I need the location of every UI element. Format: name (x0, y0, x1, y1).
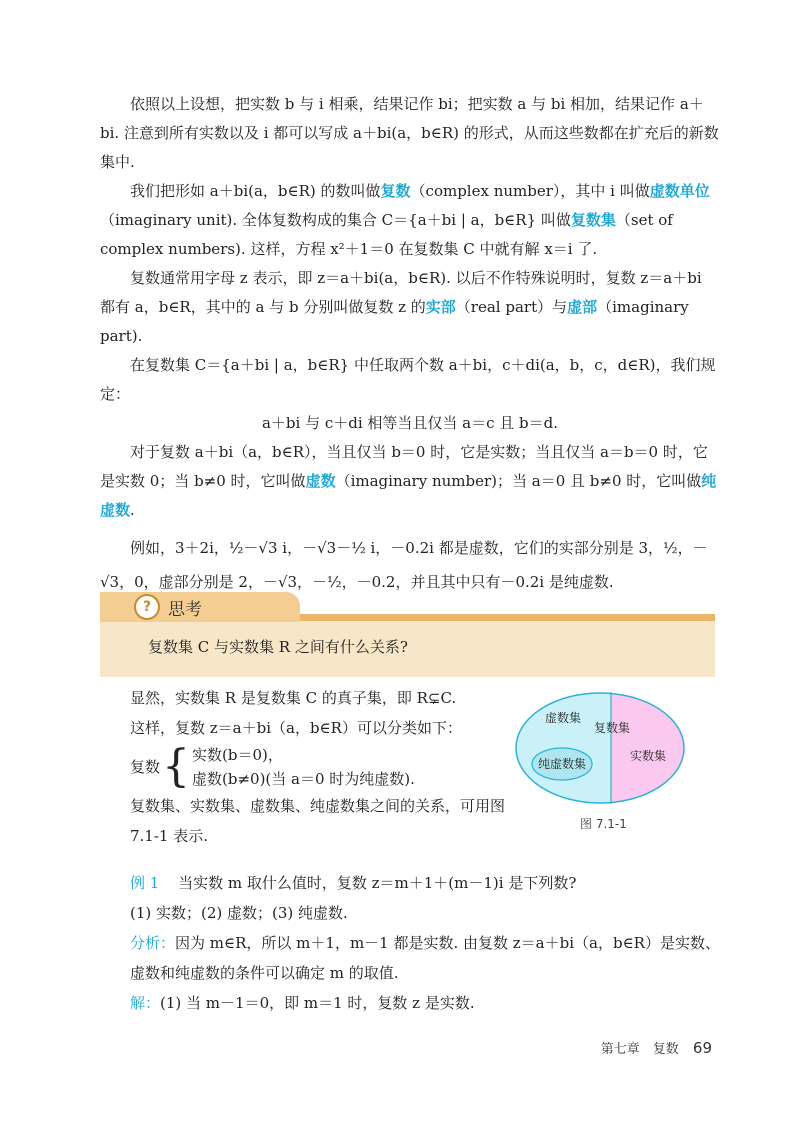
think-title: 思考 (168, 599, 202, 620)
paragraph-3: 复数通常用字母 z 表示，即 z＝a＋bi(a，b∈R). 以后不作特殊说明时，复数 z＝a＋bi 都有 a，b∈R，其中的 a 与 b 分别叫做复数 z 的实部（real part）与虚部（imaginary part). (100, 269, 702, 345)
equality-rule: a＋bi 与 c＋di 相等当且仅当 a＝c 且 b＝d. (261, 414, 559, 432)
main-text (100, 90, 720, 599)
classification-label: 复数 (130, 758, 161, 776)
paragraph-7: 例如，3＋2i，½－√3 i，－√3－½ i，－0.2i 都是虚数，它们的实部分别是 3，½，－√3，0，虚部分别是 2，－√3，－½，－0.2，并且其中只有－0.2i 是纯虚数. (100, 539, 708, 591)
brace-symbol: { (162, 741, 191, 792)
subset-statement: 显然，实数集 R 是复数集 C 的真子集，即 R⊊C. (130, 689, 457, 707)
relation-text: 复数集、实数集、虚数集、纯虚数集之间的关系，可用图 7.1-1 表示. (130, 797, 506, 845)
term-imaginary-part: 虚部 (567, 298, 598, 316)
term-imaginary-number: 虚数 (305, 472, 336, 490)
venn-diagram (510, 688, 690, 808)
example-tag: 例 1 (130, 874, 160, 892)
solution-tag: 解： (130, 994, 161, 1012)
label-imaginary-set: 虚数集 (545, 711, 582, 725)
example-analysis: 分析：因为 m∈R，所以 m＋1，m－1 都是实数. 由复数 z＝a＋bi（a，b∈R）是实数、虚数和纯虚数的条件可以确定 m 的取值. (130, 934, 720, 982)
class-imaginary: 虚数(b≠0)(当 a＝0 时为纯虚数). (192, 770, 415, 788)
term-complex-set: 复数集 (570, 211, 616, 229)
example-1 (130, 868, 720, 1018)
chapter-label: 第七章 复数 (600, 1042, 679, 1057)
term-imaginary-unit: 虚数单位 (649, 182, 710, 200)
think-question: 复数集 C 与实数集 R 之间有什么关系? (148, 638, 408, 656)
analysis-tag: 分析： (130, 934, 176, 952)
classify-intro: 这样，复数 z＝a＋bi（a，b∈R）可以分类如下： (130, 719, 462, 737)
figure-caption: 图 7.1-1 (580, 817, 627, 831)
classification (130, 743, 510, 791)
term-pure-imaginary: 纯虚数 (100, 472, 717, 519)
think-header (100, 592, 300, 622)
example-solution: 解：(1) 当 m－1＝0，即 m＝1 时，复数 z 是实数. (130, 994, 475, 1012)
term-complex-number: 复数 (380, 182, 411, 200)
label-real-set: 实数集 (630, 749, 667, 763)
paragraph-1: 依照以上设想，把实数 b 与 i 相乘，结果记作 bi；把实数 a 与 bi 相加，结果记作 a＋bi. 注意到所有实数以及 i 都可以写成 a＋bi(a，b∈R) 的形式，从而这些数都在扩充后的新数集中. (100, 95, 719, 171)
page-number: 69 (692, 1039, 712, 1057)
question-icon: ? (134, 594, 160, 620)
paragraph-4: 在复数集 C＝{a＋bi | a，b∈R} 中任取两个数 a＋bi，c＋di(a，b，c，d∈R)，我们规定： (100, 356, 716, 403)
label-complex-set: 复数集 (594, 721, 631, 735)
venn-figure (510, 688, 690, 812)
example-parts: (1) 实数；(2) 虚数；(3) 纯虚数. (130, 904, 348, 922)
term-real-part: 实部 (425, 298, 456, 316)
paragraph-6: 对于复数 a＋bi（a，b∈R），当且仅当 b＝0 时，它是实数；当且仅当 a＝b＝0 时，它是实数 0；当 b≠0 时，它叫做虚数（imaginary number)；当 a＝0 且 b≠0 时，它叫做纯虚数. (100, 443, 717, 519)
label-pure-imaginary-set: 纯虚数集 (538, 757, 587, 771)
paragraph-2: 我们把形如 a＋bi(a，b∈R) 的数叫做复数（complex number），其中 i 叫做虚数单位（imaginary unit). 全体复数构成的集合 C＝{a＋bi | a，b∈R} 叫做复数集（set of complex numbers). 这样，方程 x²＋1＝0 在复数集 C 中就有解 x＝i 了. (100, 182, 710, 258)
example-question: 例 1 当实数 m 取什么值时，复数 z＝m＋1＋(m－1)i 是下列数? (130, 874, 577, 892)
classification-text (130, 683, 510, 851)
class-real: 实数(b＝0)， (192, 746, 283, 764)
real-region (611, 688, 690, 808)
page-footer (601, 1038, 712, 1057)
